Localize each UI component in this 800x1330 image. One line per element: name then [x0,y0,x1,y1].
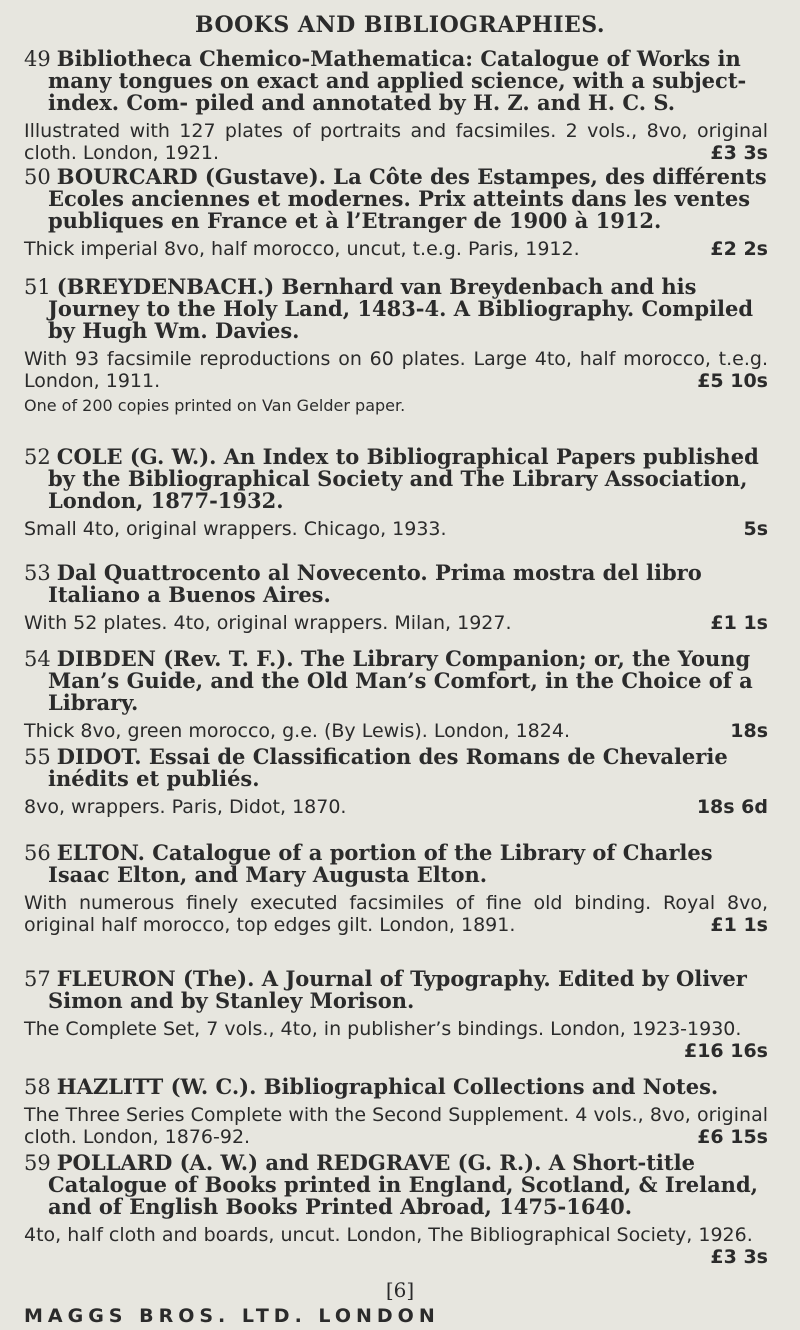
catalogue-entry [24,166,768,260]
entry-description: With 93 facsimile reproductions on 60 plates. Large 4to, half morocco, t.e.g. London, 1911. [24,348,768,392]
entry-price: £16 16s [683,1040,768,1062]
entry-description: Small 4to, original wrappers. Chicago, 1933. [24,518,447,540]
entry-price: £5 10s [697,370,768,392]
entry-description: 4to, half cloth and boards, uncut. London, The Bibliographical Society, 1926. [24,1224,753,1246]
entry-description: With numerous finely executed facsimiles of fine old binding. Royal 8vo, original half morocco, top edges gilt. London, 1891. [24,892,768,936]
entry-title: DIDOT. Essai de Classification des Romans de Chevalerie inédits et publiés. [48,744,728,791]
entry-number: 55 [24,745,51,769]
entry-title: POLLARD (A. W.) and REDGRAVE (G. R.). A Short-title Catalogue of Books printed in England, Scotland, & Ireland, and of English Books Printed Abroad, 1475-1640. [48,1150,758,1219]
catalogue-entry [24,968,768,1062]
entry-title: DIBDEN (Rev. T. F.). The Library Companion; or, the Young Man’s Guide, and the Old Man’s Comfort, in the Choice of a Library. [48,646,753,715]
entry-description: 8vo, wrappers. Paris, Didot, 1870. [24,796,347,818]
entry-title: BOURCARD (Gustave). La Côte des Estampes, des différents Ecoles anciennes et modernes. Prix atteints dans les ventes publiques en France et à l’Etranger de 1900 à 1912. [48,164,767,233]
entry-number: 54 [24,647,51,671]
entry-number: 56 [24,841,51,865]
entry-description: Thick 8vo, green morocco, g.e. (By Lewis). London, 1824. [24,720,570,742]
entry-description: The Three Series Complete with the Second Supplement. 4 vols., 8vo, original cloth. London, 1876-92. [24,1104,768,1148]
publisher-footer: MAGGS BROS. LTD. LONDON [24,1305,440,1327]
entry-title: Dal Quattrocento al Novecento. Prima mostra del libro Italiano a Buenos Aires. [48,560,702,607]
entry-number: 58 [24,1075,51,1099]
catalogue-entry [24,648,768,742]
entry-number: 59 [24,1151,51,1175]
catalogue-entry [24,276,768,416]
entry-number: 49 [24,47,51,71]
entry-title: COLE (G. W.). An Index to Bibliographical Papers published by the Bibliographical Society and The Library Association, London, 1877-1932. [48,444,759,513]
entry-description: With 52 plates. 4to, original wrappers. Milan, 1927. [24,612,512,634]
entry-price: £3 3s [710,1246,768,1268]
entry-number: 51 [24,275,51,299]
entry-price: 18s [730,720,768,742]
entry-number: 52 [24,445,51,469]
catalogue-entry [24,1152,768,1268]
entry-price: £3 3s [710,142,768,164]
entry-price: £2 2s [710,238,768,260]
entry-number: 57 [24,967,51,991]
entry-description: Illustrated with 127 plates of portraits and facsimiles. 2 vols., 8vo, original cloth. London, 1921. [24,120,768,164]
entry-title: (BREYDENBACH.) Bernhard van Breydenbach and his Journey to the Holy Land, 1483-4. A Bibliography. Compiled by Hugh Wm. Davies. [48,274,754,343]
entry-price: £1 1s [710,612,768,634]
entry-title: FLEURON (The). A Journal of Typography. Edited by Oliver Simon and by Stanley Morison. [48,966,747,1013]
entry-note: One of 200 copies printed on Van Gelder paper. [24,396,406,415]
entry-title: HAZLITT (W. C.). Bibliographical Collections and Notes. [56,1074,719,1099]
catalogue-entry [24,1076,768,1148]
catalogue-entry [24,746,768,818]
entry-price: £1 1s [710,914,768,936]
catalogue-entry [24,446,768,540]
entry-number: 50 [24,165,51,189]
entry-title: ELTON. Catalogue of a portion of the Library of Charles Isaac Elton, and Mary Augusta Elton. [48,840,713,887]
page-header: BOOKS AND BIBLIOGRAPHIES. [194,12,606,38]
catalogue-entry [24,562,768,634]
entry-number: 53 [24,561,51,585]
entry-price: £6 15s [697,1126,768,1148]
catalogue-entry [24,842,768,936]
entry-description: The Complete Set, 7 vols., 4to, in publisher’s bindings. London, 1923-1930. [24,1018,742,1040]
entry-title: Bibliotheca Chemico-Mathematica: Catalogue of Works in many tongues on exact and applied science, with a subject-index. Com- piled and annotated by H. Z. and H. C. S. [48,46,747,115]
entry-price: 18s 6d [696,796,768,818]
entry-price: 5s [743,518,768,540]
page-number: [6] [385,1278,415,1302]
entry-description: Thick imperial 8vo, half morocco, uncut, t.e.g. Paris, 1912. [24,238,580,260]
catalogue-entry [24,48,768,164]
